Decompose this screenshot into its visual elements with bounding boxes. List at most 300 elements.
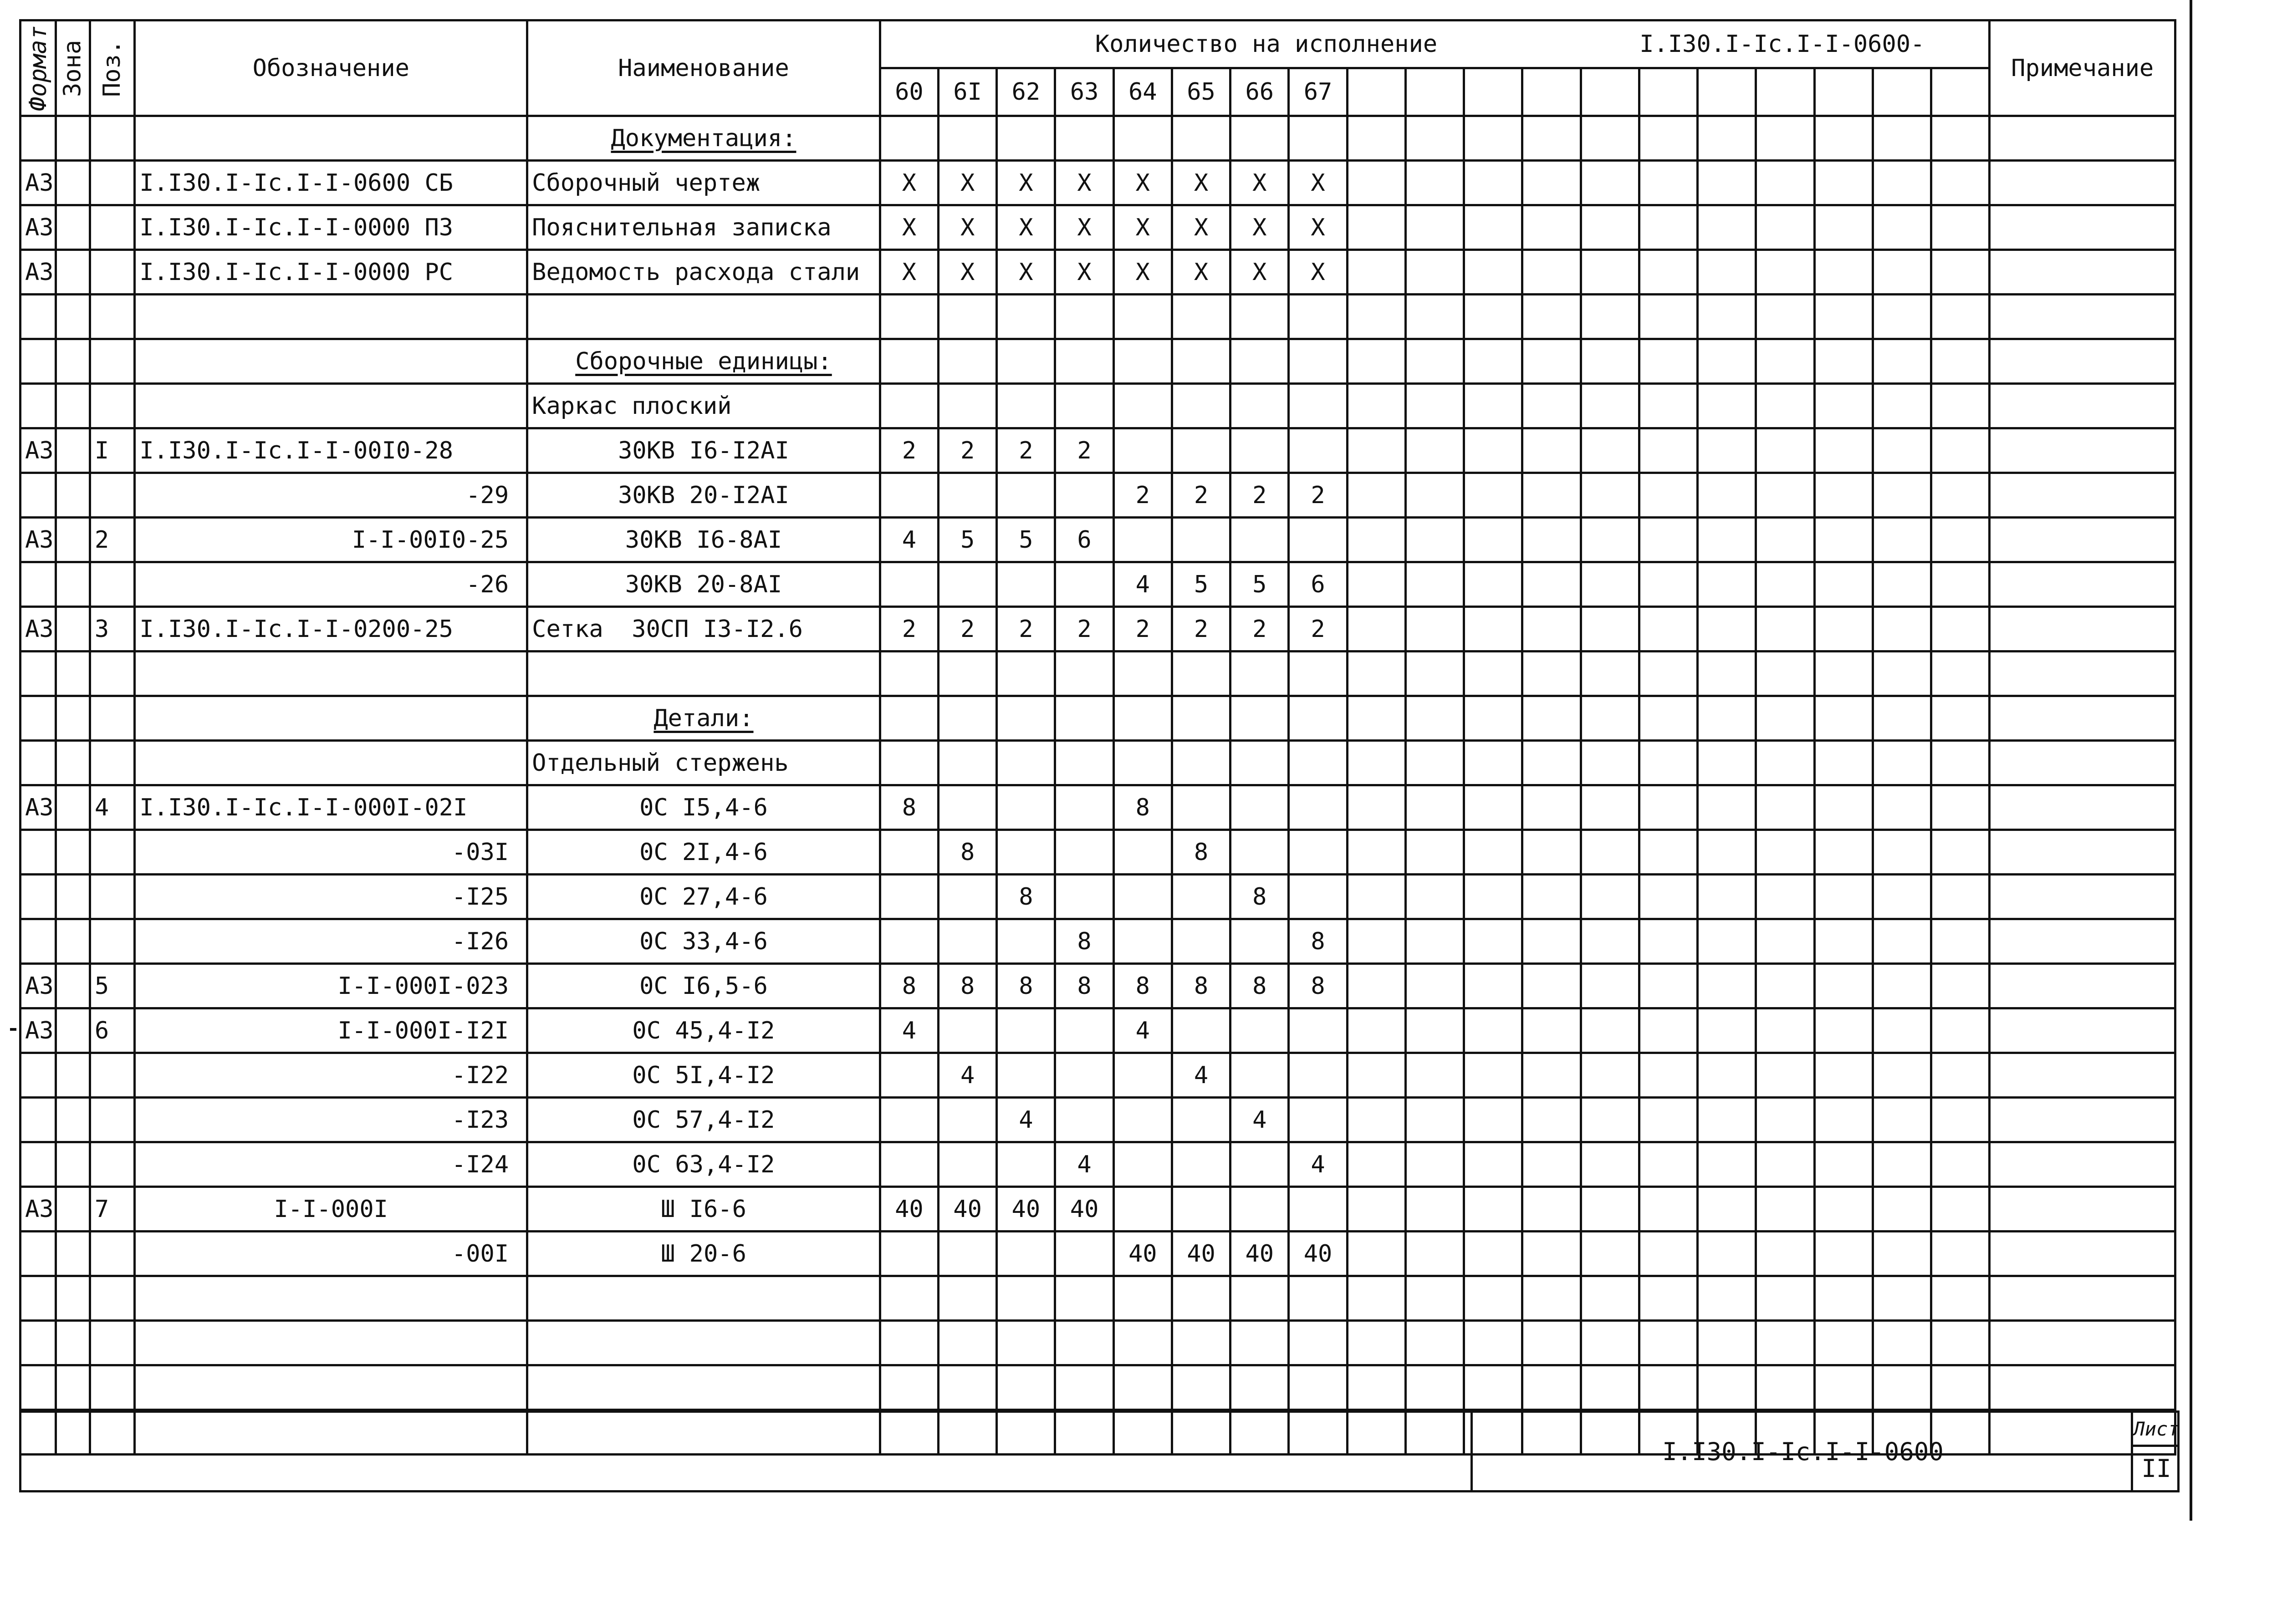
name-cell: 0С 33,4-6 [527,919,880,964]
quantity-cell [1814,428,1873,473]
quantity-cell [1814,1008,1873,1053]
quantity-cell [1347,1098,1405,1142]
quantity-cell: 8 [1113,785,1172,830]
quantity-cell [1113,1187,1172,1232]
quantity-cell [1289,1276,1347,1321]
quantity-cell [1289,1008,1347,1053]
quantity-cell [1113,652,1172,696]
quantity-cell [1464,1321,1522,1365]
quantity-cell: 2 [997,607,1055,652]
quantity-cell [880,116,938,161]
note-cell [1990,607,2175,652]
name-cell [527,652,880,696]
quantity-cell [1756,205,1814,250]
quantity-cell [1522,1232,1581,1276]
zone-cell [56,1232,90,1276]
quantity-cell [1522,1142,1581,1187]
zone-cell [56,250,90,295]
position-cell: 2 [90,518,134,562]
variant-header [1756,68,1814,116]
quantity-cell [1814,473,1873,518]
quantity-cell [1698,562,1756,607]
table-row [20,205,2175,250]
header-format: Формат [20,20,56,116]
quantity-cell [880,473,938,518]
quantity-cell [1405,1187,1464,1232]
quantity-cell [1347,919,1405,964]
quantity-cell [1756,116,1814,161]
quantity-cell [1814,161,1873,205]
table-row [20,607,2175,652]
quantity-cell [1698,964,1756,1008]
format-cell [20,919,56,964]
quantity-cell [1230,741,1289,785]
quantity-cell [1814,250,1873,295]
quantity-cell [997,1365,1055,1410]
designation-cell: I.I30.I-Ic.I-I-00I0-28 [135,428,527,473]
zone-cell [56,875,90,919]
designation-cell [135,295,527,339]
note-cell [1990,339,2175,384]
format-cell [20,295,56,339]
quantity-cell [1698,116,1756,161]
quantity-cell [1873,1276,1931,1321]
quantity-cell [1814,116,1873,161]
quantity-cell [880,339,938,384]
quantity-cell [1756,161,1814,205]
quantity-cell [1581,473,1639,518]
quantity-cell [1698,1142,1756,1187]
quantity-cell [1873,964,1931,1008]
zone-cell [56,607,90,652]
quantity-cell: X [997,205,1055,250]
quantity-cell [1581,1142,1639,1187]
position-cell [90,205,134,250]
table-row [20,1098,2175,1142]
quantity-cell [1931,1008,1989,1053]
sheet-number: II [2141,1454,2171,1483]
quantity-cell [1814,1053,1873,1098]
quantity-cell [1055,696,1113,741]
quantity-cell [1814,652,1873,696]
quantity-cell [1639,607,1697,652]
quantity-cell: 8 [1172,964,1230,1008]
quantity-cell [1347,295,1405,339]
quantity-cell [1931,161,1989,205]
format-cell [20,875,56,919]
quantity-cell [1698,875,1756,919]
zone-cell [56,1098,90,1142]
quantity-cell [997,785,1055,830]
position-cell [90,875,134,919]
quantity-cell [1814,518,1873,562]
variant-header [1522,68,1581,116]
quantity-cell: 40 [939,1187,997,1232]
quantity-cell [1464,428,1522,473]
quantity-cell [1931,652,1989,696]
designation-cell [135,696,527,741]
quantity-cell [1698,1365,1756,1410]
designation-cell [135,339,527,384]
quantity-cell [1464,1276,1522,1321]
quantity-cell: X [1113,161,1172,205]
quantity-cell [1756,741,1814,785]
position-cell [90,473,134,518]
note-cell [1990,1321,2175,1365]
table-row [20,428,2175,473]
quantity-cell [1581,428,1639,473]
quantity-cell [1405,205,1464,250]
quantity-cell: 8 [1289,964,1347,1008]
quantity-cell: 2 [1172,607,1230,652]
quantity-cell [1873,919,1931,964]
position-cell [90,1365,134,1410]
designation-cell [135,1276,527,1321]
quantity-cell [1756,562,1814,607]
quantity-cell [1522,161,1581,205]
quantity-cell: 4 [1055,1142,1113,1187]
quantity-cell [1639,696,1697,741]
quantity-cell [1405,1142,1464,1187]
quantity-cell [1347,339,1405,384]
quantity-cell [1581,562,1639,607]
quantity-cell [997,830,1055,875]
quantity-cell [1756,830,1814,875]
quantity-cell [1405,250,1464,295]
quantity-cell: 4 [997,1098,1055,1142]
note-cell [1990,562,2175,607]
quantity-cell [1522,428,1581,473]
quantity-cell [1756,1053,1814,1098]
quantity-cell: X [1230,161,1289,205]
quantity-cell [1873,518,1931,562]
variant-header: 64 [1113,68,1172,116]
quantity-cell [1522,518,1581,562]
quantity-cell [1113,428,1172,473]
name-cell: Сборочный чертеж [527,161,880,205]
quantity-cell [1639,518,1697,562]
quantity-cell [997,1321,1055,1365]
quantity-cell [1756,1232,1814,1276]
quantity-cell [1464,741,1522,785]
quantity-cell [1756,652,1814,696]
quantity-cell [1464,1008,1522,1053]
quantity-cell [1581,1365,1639,1410]
quantity-cell [1464,384,1522,428]
quantity-cell [880,1142,938,1187]
format-cell [20,830,56,875]
quantity-cell [997,562,1055,607]
quantity-cell [1113,1053,1172,1098]
quantity-cell [1405,1008,1464,1053]
quantity-cell [1698,1008,1756,1053]
quantity-cell [1464,919,1522,964]
zone-cell [56,116,90,161]
table-row [20,964,2175,1008]
name-cell [527,1321,880,1365]
quantity-cell [1873,652,1931,696]
quantity-cell [1522,1365,1581,1410]
table-row [20,1008,2175,1053]
quantity-cell [1464,562,1522,607]
quantity-cell [1639,339,1697,384]
designation-cell: I-I-000I-I2I [135,1008,527,1053]
quantity-cell [1347,607,1405,652]
quantity-cell [1931,919,1989,964]
section-heading-cell [527,696,880,741]
quantity-cell [1347,384,1405,428]
quantity-cell [1756,875,1814,919]
quantity-cell [1464,607,1522,652]
note-cell [1990,964,2175,1008]
quantity-cell [1698,1187,1756,1232]
format-cell [20,339,56,384]
format-cell [20,1365,56,1410]
quantity-cell [1581,384,1639,428]
format-cell [20,652,56,696]
quantity-cell: 2 [939,607,997,652]
quantity-cell [1405,607,1464,652]
quantity-cell [1581,250,1639,295]
section-heading: Детали: [653,704,754,732]
table-row [20,518,2175,562]
quantity-cell [1756,964,1814,1008]
quantity-cell [1347,1321,1405,1365]
quantity-cell [1698,161,1756,205]
quantity-cell [1230,830,1289,875]
quantity-cell [1405,1232,1464,1276]
quantity-cell [1873,1008,1931,1053]
quantity-cell: X [997,161,1055,205]
quantity-cell [1581,1008,1639,1053]
quantity-cell [1639,473,1697,518]
position-cell [90,741,134,785]
quantity-cell: 4 [1172,1053,1230,1098]
quantity-cell [1814,875,1873,919]
quantity-cell [880,875,938,919]
quantity-cell [997,919,1055,964]
zone-cell [56,830,90,875]
quantity-cell [1289,1365,1347,1410]
variant-header [1814,68,1873,116]
quantity-cell: 2 [1113,473,1172,518]
zone-cell [56,473,90,518]
quantity-cell [1522,205,1581,250]
quantity-cell [1814,562,1873,607]
quantity-cell [1289,830,1347,875]
zone-cell [56,1053,90,1098]
format-cell [20,1053,56,1098]
zone-cell [56,741,90,785]
quantity-cell [1172,785,1230,830]
quantity-cell [1931,1098,1989,1142]
quantity-cell [1464,250,1522,295]
zone-cell [56,384,90,428]
quantity-cell: 8 [1172,830,1230,875]
format-cell [20,741,56,785]
quantity-cell [1581,741,1639,785]
name-cell: 30КВ 20-8АI [527,562,880,607]
table-row [20,1187,2175,1232]
format-cell: А3 [20,1187,56,1232]
designation-cell: -I26 [135,919,527,964]
quantity-cell [1230,652,1289,696]
quantity-cell: 8 [1230,875,1289,919]
note-cell [1990,473,2175,518]
designation-cell: -03I [135,830,527,875]
quantity-cell [1464,1098,1522,1142]
quantity-cell [939,562,997,607]
table-row [20,473,2175,518]
note-cell [1990,919,2175,964]
quantity-cell [1289,339,1347,384]
position-cell: 5 [90,964,134,1008]
name-cell: Отдельный стержень [527,741,880,785]
format-cell: А3 [20,964,56,1008]
note-cell [1990,384,2175,428]
quantity-cell [1873,830,1931,875]
quantity-cell: X [1055,161,1113,205]
zone-cell [56,1365,90,1410]
note-cell [1990,830,2175,875]
quantity-cell: 8 [1055,919,1113,964]
position-cell [90,1142,134,1187]
position-cell: I [90,428,134,473]
quantity-cell [1581,607,1639,652]
quantity-cell [939,919,997,964]
name-cell: Сетка 30СП I3-I2.6 [527,607,880,652]
quantity-cell [880,562,938,607]
quantity-cell [1522,562,1581,607]
quantity-cell [1931,785,1989,830]
quantity-cell: 2 [1172,473,1230,518]
quantity-cell [1055,384,1113,428]
quantity-cell [1873,473,1931,518]
quantity-cell [1581,339,1639,384]
quantity-cell [1931,384,1989,428]
quantity-cell [1639,428,1697,473]
quantity-cell [1931,1187,1989,1232]
table-row [20,875,2175,919]
quantity-cell: 40 [1289,1232,1347,1276]
quantity-cell [880,1365,938,1410]
quantity-cell [1698,1232,1756,1276]
note-cell [1990,1232,2175,1276]
quantity-cell [1405,1321,1464,1365]
quantity-cell [1756,1098,1814,1142]
quantity-cell [1522,116,1581,161]
quantity-cell [1698,205,1756,250]
quantity-cell [1405,1053,1464,1098]
quantity-cell [1639,1142,1697,1187]
variant-header [1698,68,1756,116]
quantity-cell: 2 [1230,607,1289,652]
quantity-cell [1814,964,1873,1008]
format-cell [20,116,56,161]
header-name: Наименование [527,20,880,116]
quantity-cell [1581,785,1639,830]
quantity-cell: X [880,250,938,295]
quantity-cell [1289,652,1347,696]
position-cell: 6 [90,1008,134,1053]
designation-cell: I-I-000I [135,1187,527,1232]
quantity-cell [1639,1276,1697,1321]
quantity-cell [1639,1321,1697,1365]
quantity-cell [1055,1098,1113,1142]
quantity-cell [1289,384,1347,428]
quantity-cell [1464,205,1522,250]
quantity-cell [1931,607,1989,652]
quantity-cell: 8 [939,964,997,1008]
table-row [20,161,2175,205]
quantity-cell [1931,518,1989,562]
quantity-cell: 8 [939,830,997,875]
quantity-cell: X [1113,250,1172,295]
quantity-cell [1055,1276,1113,1321]
quantity-cell [1347,205,1405,250]
quantity-cell [1814,205,1873,250]
quantity-cell [1172,1142,1230,1187]
quantity-cell [1873,116,1931,161]
quantity-cell [880,652,938,696]
section-heading: Сборочные единицы: [575,347,832,375]
quantity-cell [1931,1321,1989,1365]
table-row [20,562,2175,607]
name-cell: 30КВ 20-I2АI [527,473,880,518]
quantity-cell [1289,116,1347,161]
quantity-cell [1639,1365,1697,1410]
quantity-cell [1931,339,1989,384]
table-row [20,384,2175,428]
table-row [20,1232,2175,1276]
quantity-cell [1172,1276,1230,1321]
quantity-cell [1289,785,1347,830]
quantity-cell [880,1276,938,1321]
designation-cell: -I24 [135,1142,527,1187]
quantity-cell: X [1289,161,1347,205]
quantity-cell [1172,428,1230,473]
quantity-cell [1055,652,1113,696]
name-cell: Ведомость расхода стали [527,250,880,295]
quantity-cell [1055,1232,1113,1276]
quantity-cell [1581,295,1639,339]
quantity-cell [1756,473,1814,518]
quantity-cell [1756,339,1814,384]
name-cell: 0С 5I,4-I2 [527,1053,880,1098]
format-cell [20,1276,56,1321]
table-row [20,116,2175,161]
quantity-cell [1873,562,1931,607]
zone-cell [56,428,90,473]
quantity-cell [1639,741,1697,785]
quantity-cell [1931,875,1989,919]
note-cell [1990,1187,2175,1232]
quantity-cell [997,339,1055,384]
quantity-cell [1698,1098,1756,1142]
quantity-cell [1347,1232,1405,1276]
variant-header [1639,68,1697,116]
position-cell [90,1276,134,1321]
quantity-cell [1055,562,1113,607]
quantity-cell [1289,875,1347,919]
quantity-cell [939,1321,997,1365]
quantity-cell [1464,1365,1522,1410]
quantity-cell: 6 [1289,562,1347,607]
quantity-cell [1464,116,1522,161]
quantity-cell: 8 [1289,919,1347,964]
table-row [20,1365,2175,1410]
quantity-cell [1230,1365,1289,1410]
